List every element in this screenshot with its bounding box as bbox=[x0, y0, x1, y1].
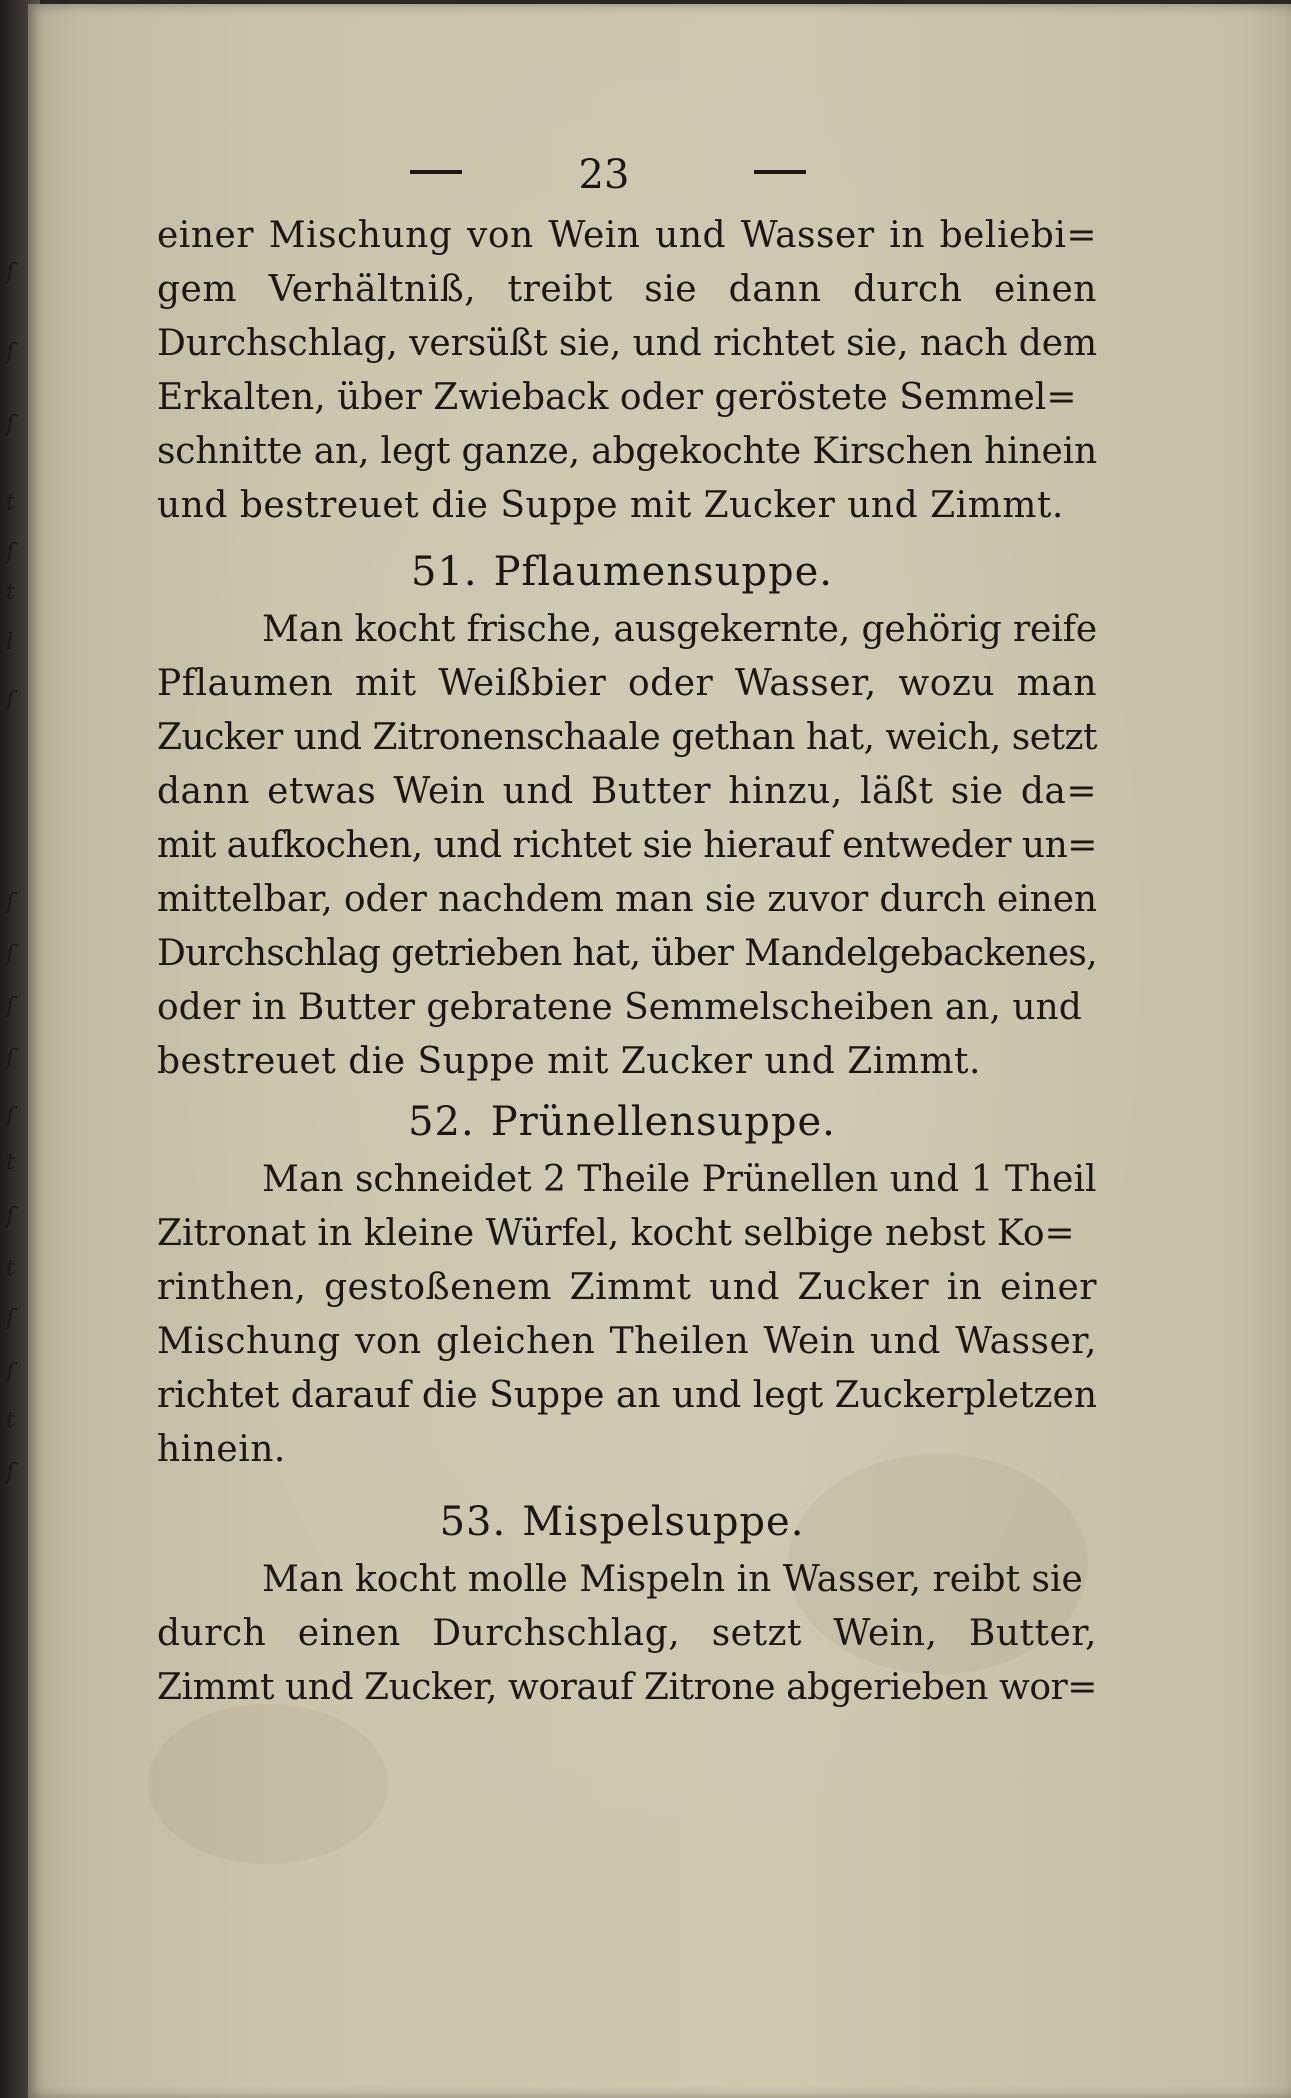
text-line: rinthen, gestoßenem Zimmt und Zucker in einer bbox=[157, 1267, 1097, 1308]
text-line: oder in Butter gebratene Semmelscheiben an, und bbox=[157, 987, 1082, 1028]
text-line: Erkalten, über Zwieback oder geröstete Semmel= bbox=[157, 377, 1077, 418]
text-line: dann etwas Wein und Butter hinzu, läßt sie da= bbox=[157, 771, 1097, 812]
edge-glyph: ſ bbox=[6, 340, 15, 365]
page-header bbox=[384, 150, 824, 200]
edge-glyph: t bbox=[6, 1150, 15, 1175]
edge-glyph: ſ bbox=[6, 1046, 15, 1071]
edge-glyph: t bbox=[6, 490, 15, 515]
edge-glyph: ſ bbox=[6, 942, 15, 967]
paper-stain bbox=[148, 1704, 388, 1864]
edge-glyph: t bbox=[6, 1256, 15, 1281]
text-line: Man kocht frische, ausgekernte, gehörig reife bbox=[262, 609, 1097, 650]
recipe-heading bbox=[122, 1494, 1122, 1550]
edge-glyph: ſ bbox=[6, 890, 15, 915]
edge-glyph: ſ bbox=[6, 412, 15, 437]
text-line: durch einen Durchschlag, setzt Wein, Butter, bbox=[157, 1613, 1097, 1654]
edge-glyph: ſ bbox=[6, 1204, 15, 1229]
book-page bbox=[28, 4, 1291, 2098]
text-line: Zimmt und Zucker, worauf Zitrone abgerieben wor= bbox=[157, 1667, 1097, 1708]
recipe-heading bbox=[122, 544, 1122, 600]
edge-glyph: ſ bbox=[6, 1360, 15, 1385]
text-line: mit aufkochen, und richtet sie hierauf entweder un= bbox=[157, 825, 1097, 866]
text-line: Durchschlag getrieben hat, über Mandelgebackenes, bbox=[157, 933, 1097, 974]
text-line: hinein. bbox=[157, 1429, 286, 1470]
previous-page-edge bbox=[2, 0, 28, 2098]
text-line: Zucker und Zitronenschaale gethan hat, weich, setzt bbox=[157, 717, 1097, 758]
header-dash-right bbox=[754, 170, 806, 174]
edge-glyph: t bbox=[6, 1408, 15, 1433]
recipe-title: Mispelsuppe. bbox=[522, 1499, 805, 1545]
edge-glyph: ſ bbox=[6, 994, 15, 1019]
text-line: einer Mischung von Wein und Wasser in beliebi= bbox=[157, 215, 1097, 256]
edge-glyph: ſ bbox=[6, 1104, 15, 1129]
text-line: Durchschlag, versüßt sie, und richtet sie, nach dem bbox=[157, 323, 1097, 364]
text-line: gem Verhältniß, treibt sie dann durch einen bbox=[157, 269, 1097, 310]
recipe-heading bbox=[122, 1094, 1122, 1150]
recipe-number: 51. bbox=[411, 549, 478, 595]
edge-glyph: ſ bbox=[6, 1460, 15, 1485]
text-line: richtet darauf die Suppe an und legt Zuckerpletzen bbox=[157, 1375, 1098, 1416]
page-number: 23 bbox=[578, 152, 630, 198]
header-dash-left bbox=[410, 170, 462, 174]
edge-glyph: ſ bbox=[6, 688, 15, 713]
text-line: Zitronat in kleine Würfel, kocht selbige nebst Ko= bbox=[157, 1213, 1075, 1254]
text-line: Man schneidet 2 Theile Prünellen und 1 Theil bbox=[262, 1159, 1097, 1200]
edge-glyph: ſ bbox=[6, 540, 15, 565]
text-line: mittelbar, oder nachdem man sie zuvor durch einen bbox=[157, 879, 1097, 920]
text-line: und bestreuet die Suppe mit Zucker und Zimmt. bbox=[157, 485, 1064, 526]
recipe-number: 52. bbox=[408, 1099, 475, 1145]
edge-glyph: ſ bbox=[6, 260, 15, 285]
recipe-title: Prünellensuppe. bbox=[490, 1099, 836, 1145]
text-line: Pflaumen mit Weißbier oder Wasser, wozu man bbox=[157, 663, 1097, 704]
edge-glyph: l bbox=[6, 630, 14, 655]
recipe-number: 53. bbox=[439, 1499, 507, 1545]
edge-glyph: ſ bbox=[6, 1306, 15, 1331]
text-line: Man kocht molle Mispeln in Wasser, reibt sie bbox=[262, 1559, 1083, 1600]
text-line: bestreuet die Suppe mit Zucker und Zimmt. bbox=[157, 1041, 981, 1082]
edge-glyph: t bbox=[6, 580, 15, 605]
recipe-title: Pflaumensuppe. bbox=[493, 549, 833, 595]
text-line: Mischung von gleichen Theilen Wein und Wasser, bbox=[157, 1321, 1097, 1362]
text-line: schnitte an, legt ganze, abgekochte Kirschen hinein bbox=[157, 431, 1097, 472]
